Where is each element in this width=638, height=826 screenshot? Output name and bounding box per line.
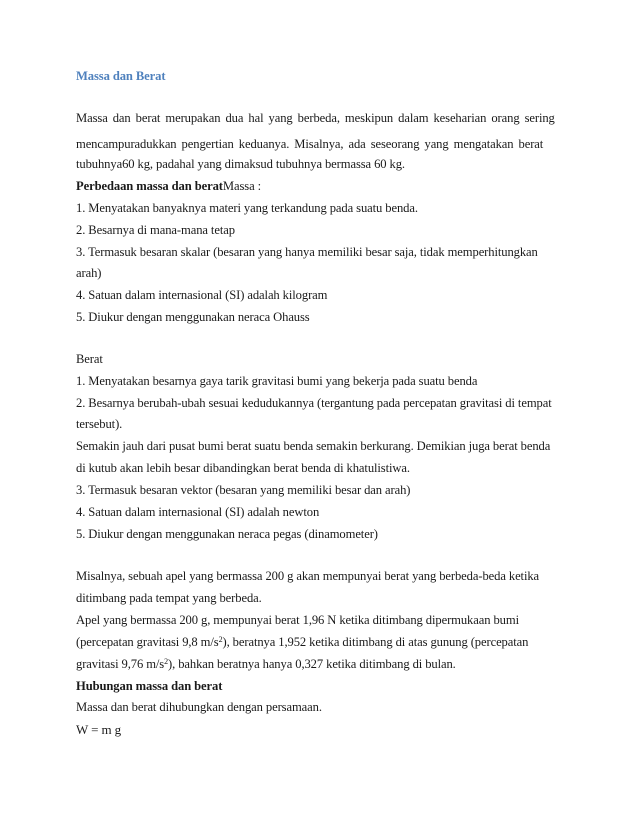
example-line-4-b: ), beratnya 1,952 ketika ditimbang di atas gunung (percepatan (222, 635, 529, 649)
massa-item-4: 4. Satuan dalam internasional (SI) adalah kilogram (76, 288, 328, 302)
massa-item-5: 5. Diukur dengan menggunakan neraca Ohauss (76, 310, 310, 324)
relation-text: Massa dan berat dihubungkan dengan persamaan. (76, 700, 322, 714)
difference-heading (76, 179, 564, 194)
difference-heading-massa: Massa : (222, 179, 262, 193)
example-line-4 (76, 635, 564, 650)
intro-line-3: tubuhnya60 kg, padahal yang dimaksud tubuhnya bermassa 60 kg. (76, 157, 405, 171)
berat-item-2: 2. Besarnya berubah-ubah sesuai kedudukannya (tergantung pada percepatan gravitasi di tempat (76, 396, 552, 410)
example-line-2: ditimbang pada tempat yang berbeda. (76, 591, 262, 605)
berat-item-2-cont: tersebut). (76, 417, 123, 431)
intro-line-2: mencampuradukkan pengertian keduanya. Misalnya, ada seseorang yang mengatakan berat (76, 137, 544, 151)
example-line-5-a: gravitasi 9,76 m/s (76, 657, 165, 671)
berat-note-1: Semakin jauh dari pusat bumi berat suatu benda semakin berkurang. Demikian juga berat benda (76, 439, 551, 453)
berat-note-2: di kutub akan lebih besar dibandingkan berat benda di khatulistiwa. (76, 461, 410, 475)
berat-item-5: 5. Diukur dengan menggunakan neraca pegas (dinamometer) (76, 527, 378, 541)
document-title: Massa dan Berat (76, 69, 166, 83)
relation-heading: Hubungan massa dan berat (76, 679, 223, 693)
example-line-1: Misalnya, sebuah apel yang bermassa 200 g akan mempunyai berat yang berbeda-beda ketika (76, 569, 540, 583)
formula: W = m g (76, 722, 122, 737)
massa-item-2: 2. Besarnya di mana-mana tetap (76, 223, 235, 237)
intro-line-1: Massa dan berat merupakan dua hal yang berbeda, meskipun dalam keseharian orang sering (76, 111, 555, 125)
massa-item-3: 3. Termasuk besaran skalar (besaran yang hanya memiliki besar saja, tidak memperhitungkan (76, 245, 538, 259)
berat-item-1: 1. Menyatakan besarnya gaya tarik gravitasi bumi yang bekerja pada suatu benda (76, 374, 478, 388)
example-line-4-sup: 2 (218, 635, 223, 644)
berat-item-4: 4. Satuan dalam internasional (SI) adalah newton (76, 505, 320, 519)
berat-item-3: 3. Termasuk besaran vektor (besaran yang memiliki besar dan arah) (76, 483, 411, 497)
difference-heading-bold: Perbedaan massa dan berat (76, 179, 223, 193)
berat-heading: Berat (76, 352, 103, 366)
example-line-5-sup: 2 (164, 657, 169, 666)
example-line-4-a: (percepatan gravitasi 9,8 m/s (76, 635, 219, 649)
massa-item-1: 1. Menyatakan banyaknya materi yang terkandung pada suatu benda. (76, 201, 418, 215)
example-line-3: Apel yang bermassa 200 g, mempunyai berat 1,96 N ketika ditimbang dipermukaan bumi (76, 613, 519, 627)
example-line-5-b: ), bahkan beratnya hanya 0,327 ketika ditimbang di bulan. (168, 657, 456, 671)
example-line-5 (76, 657, 564, 672)
massa-item-3-cont: arah) (76, 266, 102, 280)
